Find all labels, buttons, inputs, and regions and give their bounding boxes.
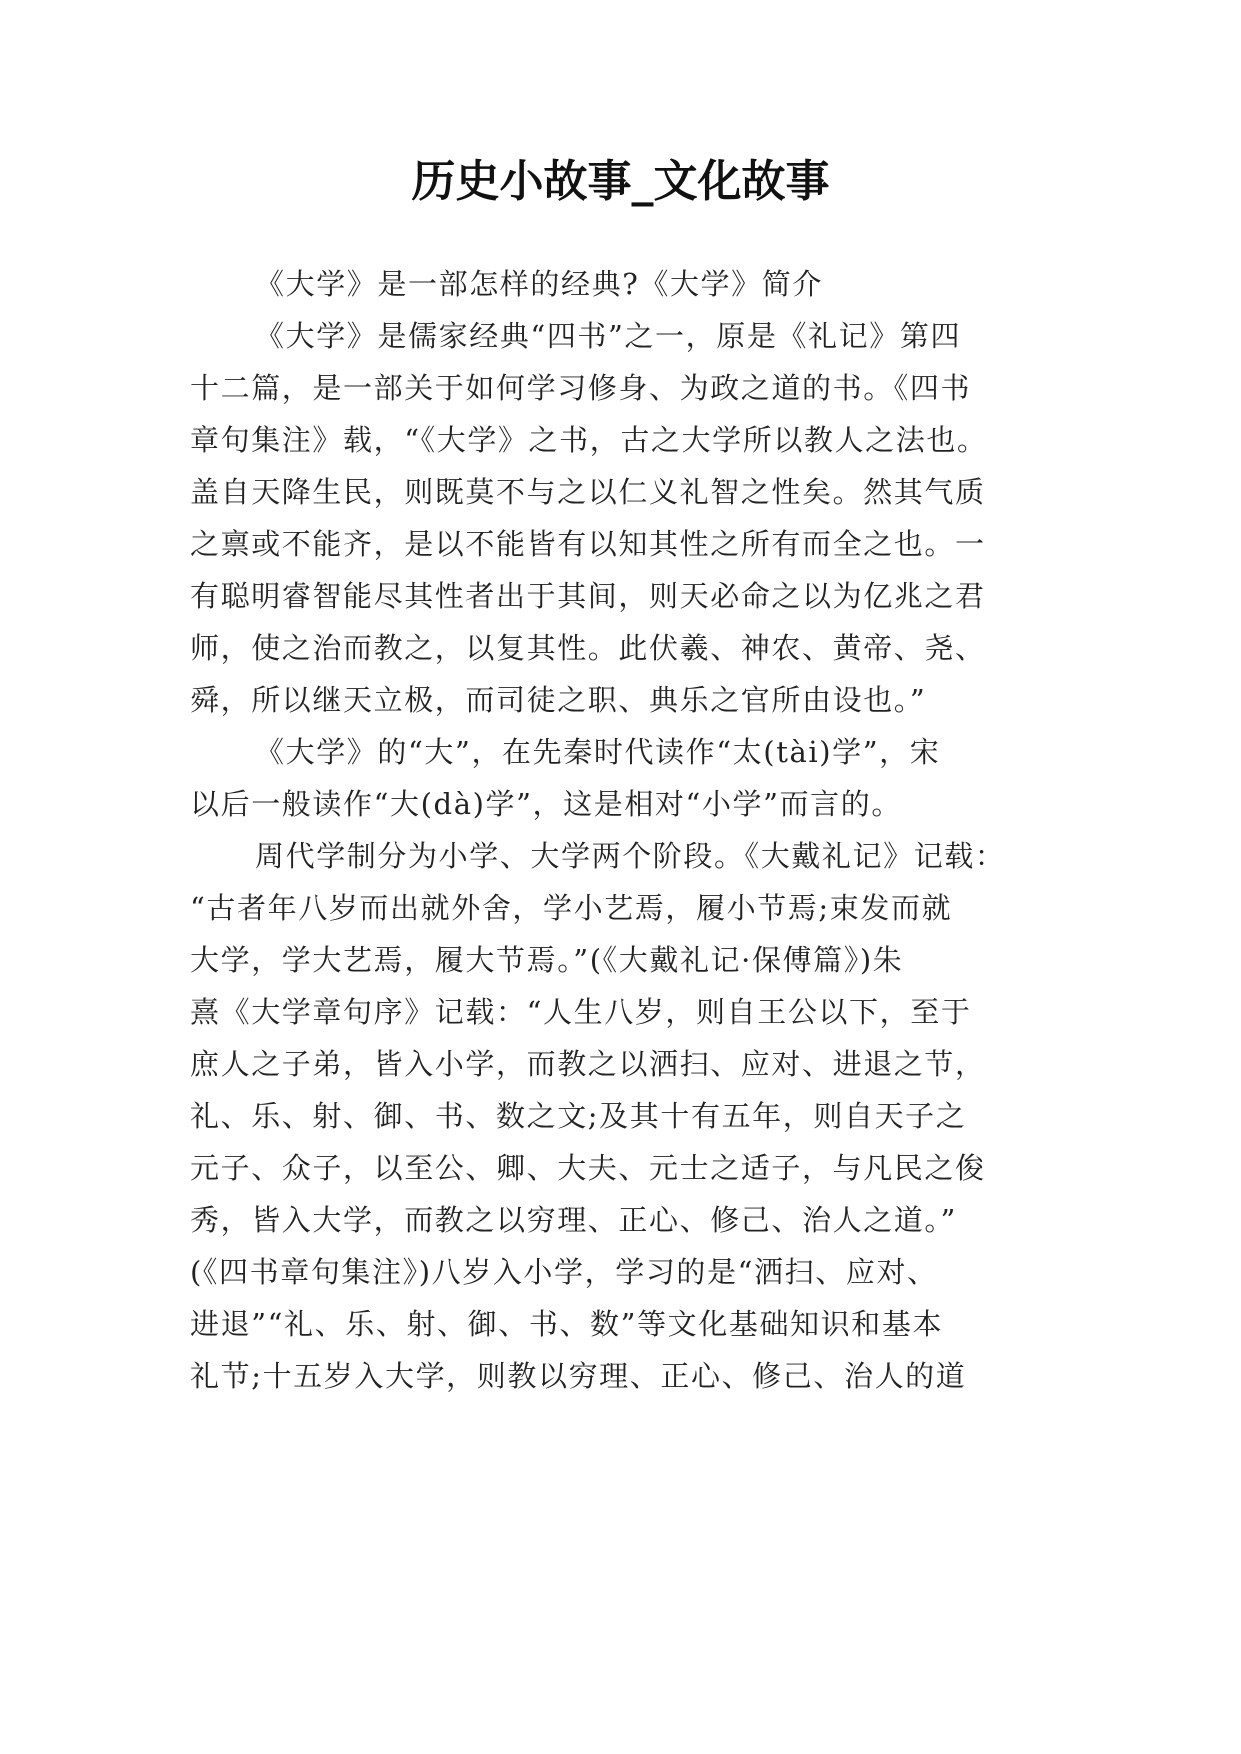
section-heading: 《大学》是一部怎样的经典?《大学》简介	[255, 267, 823, 301]
paragraph-line: 周代学制分为小学、大学两个阶段。《大戴礼记》记载：	[255, 839, 1006, 873]
paragraph-line: 十二篇，是一部关于如何学习修身、为政之道的书。《四书	[190, 371, 972, 405]
paragraph-line: (《四书章句集注》)八岁入小学，学习的是“洒扫、应对、	[190, 1255, 938, 1289]
paragraph-line: 有聪明睿智能尽其性者出于其间，则天必命之以为亿兆之君	[190, 579, 986, 613]
paragraph-line: “古者年八岁而出就外舍，学小艺焉，履小节焉;束发而就	[190, 891, 953, 925]
paragraph-line: 礼节;十五岁入大学，则教以穷理、正心、修己、治人的道	[190, 1359, 967, 1393]
paragraph-line: 《大学》的“大”，在先秦时代读作“太(tài)学”，宋	[255, 735, 941, 769]
paragraph-line: 舜，所以继天立极，而司徒之职、典乐之官所由设也。”	[190, 683, 927, 717]
paragraph-line: 章句集注》载，“《大学》之书，古之大学所以教人之法也。	[190, 423, 988, 457]
paragraph-line: 元子、众子，以至公、卿、大夫、元士之适子，与凡民之俊	[190, 1151, 986, 1185]
paragraph-line: 进退”“礼、乐、射、御、书、数”等文化基础知识和基本	[190, 1307, 944, 1341]
paragraph-line: 秀，皆入大学，而教之以穷理、正心、修己、治人之道。”	[190, 1203, 957, 1237]
paragraph-line: 盖自天降生民，则既莫不与之以仁义礼智之性矣。然其气质	[190, 475, 986, 509]
paragraph-line: 熹《大学章句序》记载：“人生八岁，则自王公以下，至于	[190, 995, 972, 1029]
paragraph-line: 礼、乐、射、御、书、数之文;及其十有五年，则自天子之	[190, 1099, 967, 1133]
paragraph-line: 之禀或不能齐，是以不能皆有以知其性之所有而全之也。一	[190, 527, 986, 561]
paragraph-line: 《大学》是儒家经典“四书”之一，原是《礼记》第四	[255, 319, 962, 353]
paragraph-line: 大学，学大艺焉，履大节焉。”(《大戴礼记·保傅篇》)朱	[190, 943, 904, 977]
paragraph-line: 以后一般读作“大(dà)学”，这是相对“小学”而言的。	[190, 787, 902, 821]
paragraph-line: 师，使之治而教之，以复其性。此伏羲、神农、黄帝、尧、	[190, 631, 986, 665]
paragraph-line: 庶人之子弟，皆入小学，而教之以洒扫、应对、进退之节，	[190, 1047, 986, 1081]
document-title: 历史小故事_文化故事	[411, 156, 830, 207]
